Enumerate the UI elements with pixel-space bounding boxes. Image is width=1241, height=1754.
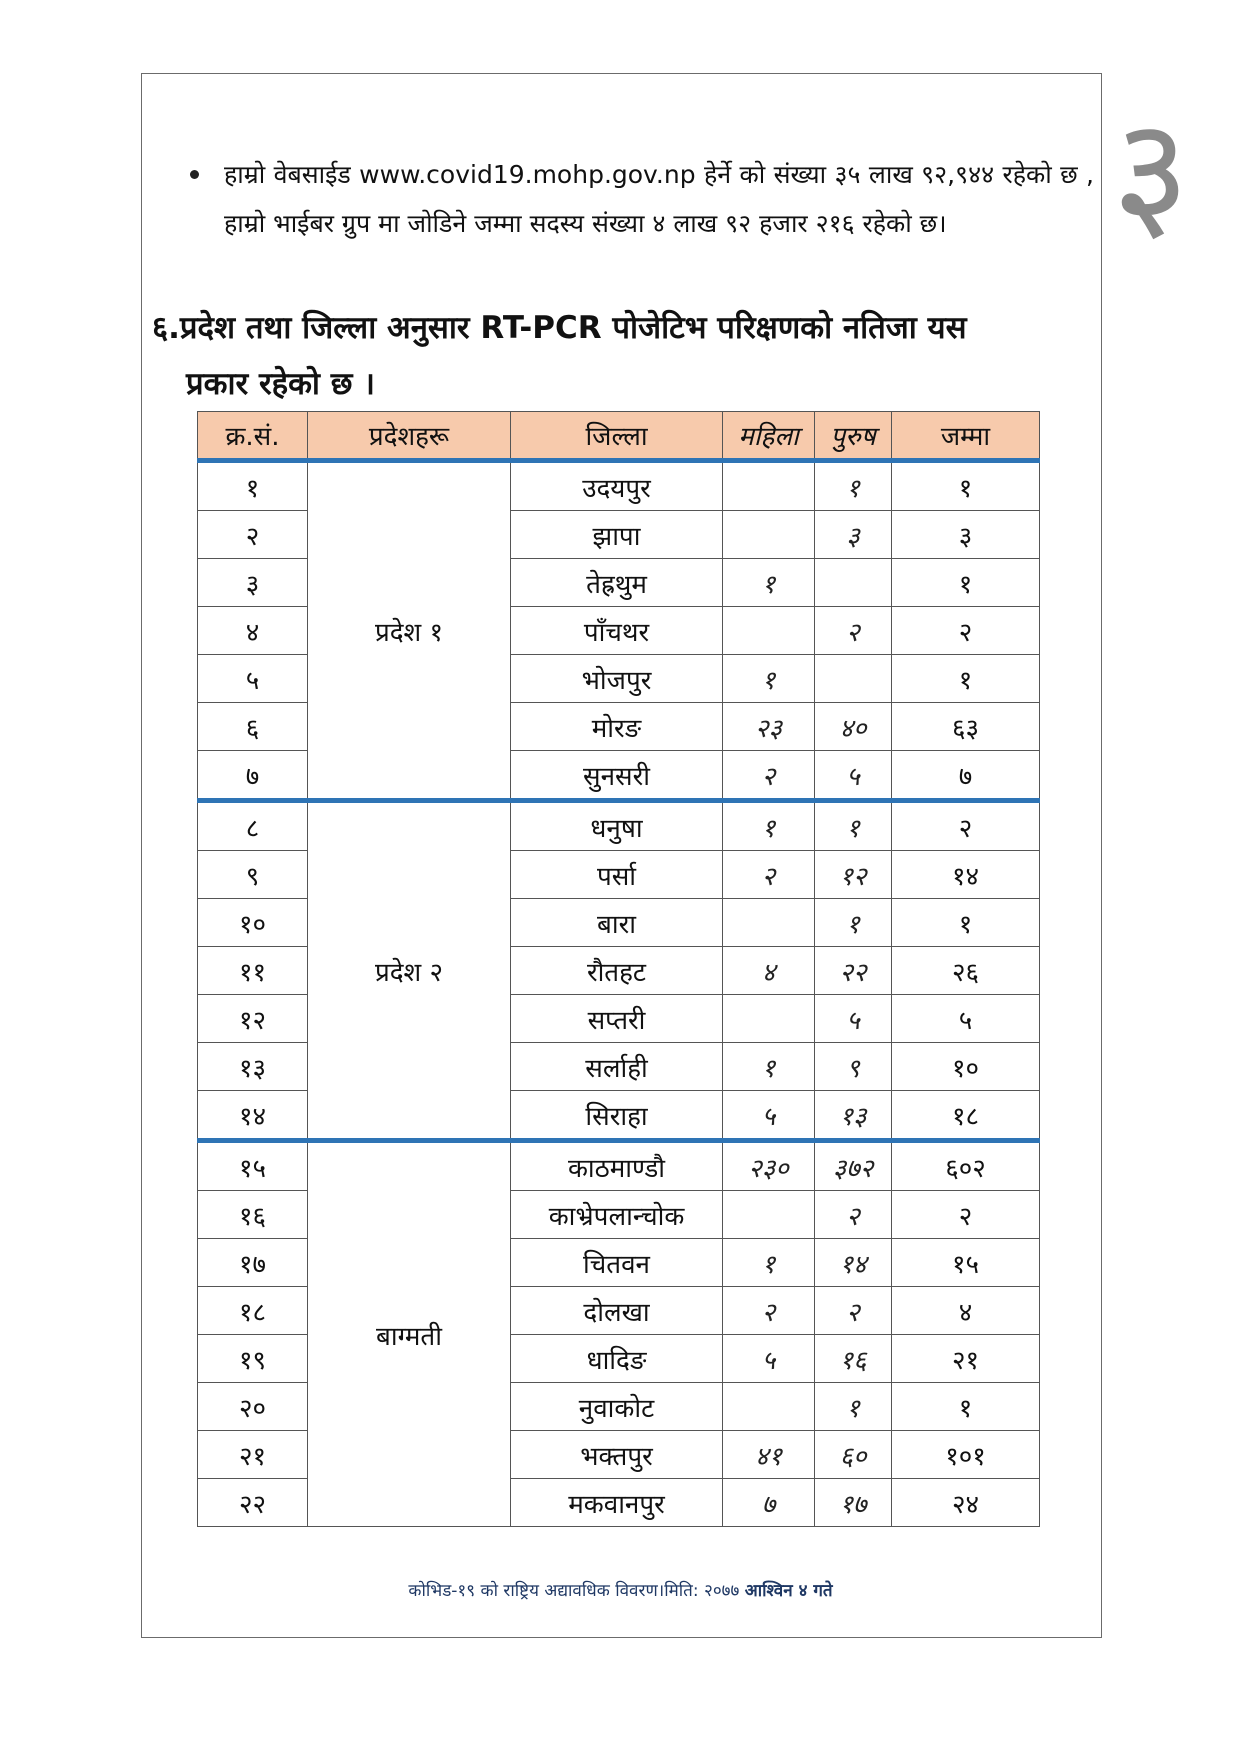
cell-district: नुवाकोट <box>511 1383 723 1431</box>
cell-sn: १४ <box>198 1091 308 1141</box>
cell-total: ६३ <box>892 703 1040 751</box>
cell-total: १० <box>892 1043 1040 1091</box>
cell-female: २३० <box>723 1141 815 1191</box>
cell-female: १ <box>723 559 815 607</box>
header-total: जम्मा <box>892 412 1040 461</box>
table-header-row <box>198 412 1040 461</box>
cell-district: पर्सा <box>511 851 723 899</box>
cell-district: सुनसरी <box>511 751 723 801</box>
cell-sn: ३ <box>198 559 308 607</box>
cell-sn: १८ <box>198 1287 308 1335</box>
cell-total: २४ <box>892 1479 1040 1527</box>
cell-sn: २ <box>198 511 308 559</box>
cell-sn: १ <box>198 461 308 511</box>
cell-total: २ <box>892 607 1040 655</box>
cell-female <box>723 461 815 511</box>
cell-female: २३ <box>723 703 815 751</box>
cell-male: २ <box>815 1287 892 1335</box>
cell-female <box>723 1383 815 1431</box>
header-female: महिला <box>723 412 815 461</box>
cell-female: २ <box>723 1287 815 1335</box>
cell-district: धादिङ <box>511 1335 723 1383</box>
cell-female: १ <box>723 655 815 703</box>
cell-total: ६०२ <box>892 1141 1040 1191</box>
results-table <box>197 411 1040 1527</box>
cell-district: भक्तपुर <box>511 1431 723 1479</box>
table-row <box>198 801 1040 851</box>
cell-district: सप्तरी <box>511 995 723 1043</box>
cell-total: १ <box>892 461 1040 511</box>
cell-total: ५ <box>892 995 1040 1043</box>
cell-district: मकवानपुर <box>511 1479 723 1527</box>
cell-male: ३७२ <box>815 1141 892 1191</box>
cell-total: २ <box>892 801 1040 851</box>
cell-female <box>723 899 815 947</box>
cell-male: ५ <box>815 995 892 1043</box>
cell-total: १ <box>892 899 1040 947</box>
cell-total: १८ <box>892 1091 1040 1141</box>
cell-female: १ <box>723 801 815 851</box>
cell-district: चितवन <box>511 1239 723 1287</box>
cell-sn: २२ <box>198 1479 308 1527</box>
bullet-text: हाम्रो वेबसाईड www.covid19.mohp.gov.np हेर्ने को संख्या ३५ लाख ९२,९४४ रहेको छ , हाम्रो भाईबर ग्रुप मा जोडिने जम्मा सदस्य संख्या ४ लाख ९२ हजार २१६ रहेको छ। <box>224 160 1094 238</box>
header-province: प्रदेशहरू <box>308 412 511 461</box>
cell-total: १५ <box>892 1239 1040 1287</box>
cell-male: १७ <box>815 1479 892 1527</box>
cell-sn: ४ <box>198 607 308 655</box>
table-row <box>198 461 1040 511</box>
bullet-icon <box>190 170 199 179</box>
cell-male: १ <box>815 899 892 947</box>
cell-total: ७ <box>892 751 1040 801</box>
cell-total: १ <box>892 559 1040 607</box>
cell-sn: २० <box>198 1383 308 1431</box>
cell-sn: १६ <box>198 1191 308 1239</box>
heading-line-1: ६.प्रदेश तथा जिल्ला अनुसार RT-PCR पोजेटिभ परिक्षणको नतिजा यस <box>152 310 967 346</box>
cell-total: ३ <box>892 511 1040 559</box>
cell-sn: ११ <box>198 947 308 995</box>
cell-sn: ९ <box>198 851 308 899</box>
cell-female: १ <box>723 1239 815 1287</box>
cell-district: धनुषा <box>511 801 723 851</box>
cell-sn: ८ <box>198 801 308 851</box>
cell-sn: ६ <box>198 703 308 751</box>
cell-female: २ <box>723 851 815 899</box>
cell-district: सिराहा <box>511 1091 723 1141</box>
cell-male: १ <box>815 801 892 851</box>
cell-male: ५ <box>815 751 892 801</box>
cell-province: बाग्मती <box>308 1141 511 1527</box>
cell-district: बारा <box>511 899 723 947</box>
cell-male: ६० <box>815 1431 892 1479</box>
cell-male: १२ <box>815 851 892 899</box>
cell-male: १३ <box>815 1091 892 1141</box>
cell-district: झापा <box>511 511 723 559</box>
header-sn: क्र.सं. <box>198 412 308 461</box>
cell-total: ४ <box>892 1287 1040 1335</box>
cell-province: प्रदेश २ <box>308 801 511 1141</box>
cell-sn: १७ <box>198 1239 308 1287</box>
cell-district: मोरङ <box>511 703 723 751</box>
table-row <box>198 1141 1040 1191</box>
cell-female: १ <box>723 1043 815 1091</box>
heading-line-2: प्रकार रहेको छ । <box>186 366 375 402</box>
cell-male <box>815 655 892 703</box>
page-number: ३ <box>1112 86 1191 260</box>
footer-date: आश्विन ४ गते <box>744 1581 833 1601</box>
footer-text: कोभिड-१९ को राष्ट्रिय अद्यावधिक विवरण।मिति: २०७७ <box>408 1581 740 1601</box>
cell-district: रौतहट <box>511 947 723 995</box>
cell-female: ४ <box>723 947 815 995</box>
cell-female <box>723 607 815 655</box>
cell-male: २२ <box>815 947 892 995</box>
cell-district: उदयपुर <box>511 461 723 511</box>
cell-sn: १९ <box>198 1335 308 1383</box>
cell-district: सर्लाही <box>511 1043 723 1091</box>
cell-sn: १३ <box>198 1043 308 1091</box>
cell-total: २ <box>892 1191 1040 1239</box>
cell-male: ९ <box>815 1043 892 1091</box>
cell-sn: ७ <box>198 751 308 801</box>
cell-sn: ५ <box>198 655 308 703</box>
cell-total: २६ <box>892 947 1040 995</box>
cell-male: १४ <box>815 1239 892 1287</box>
cell-male: १ <box>815 461 892 511</box>
cell-district: पाँचथर <box>511 607 723 655</box>
cell-district: तेह्रथुम <box>511 559 723 607</box>
cell-total: २१ <box>892 1335 1040 1383</box>
cell-total: १ <box>892 1383 1040 1431</box>
cell-male: १६ <box>815 1335 892 1383</box>
cell-female <box>723 511 815 559</box>
header-district: जिल्ला <box>511 412 723 461</box>
cell-female: ७ <box>723 1479 815 1527</box>
cell-female: ५ <box>723 1091 815 1141</box>
cell-sn: २१ <box>198 1431 308 1479</box>
cell-total: १ <box>892 655 1040 703</box>
cell-district: काठमाण्डौ <box>511 1141 723 1191</box>
cell-male <box>815 559 892 607</box>
header-male: पुरुष <box>815 412 892 461</box>
cell-sn: १० <box>198 899 308 947</box>
cell-female: ५ <box>723 1335 815 1383</box>
cell-male: १ <box>815 1383 892 1431</box>
cell-district: दोलखा <box>511 1287 723 1335</box>
cell-female: ४१ <box>723 1431 815 1479</box>
cell-district: काभ्रेपलान्चोक <box>511 1191 723 1239</box>
cell-female <box>723 995 815 1043</box>
section-heading <box>152 300 1092 412</box>
cell-district: भोजपुर <box>511 655 723 703</box>
cell-male: २ <box>815 607 892 655</box>
page-footer <box>0 1578 1241 1601</box>
cell-female: २ <box>723 751 815 801</box>
cell-total: १४ <box>892 851 1040 899</box>
cell-female <box>723 1191 815 1239</box>
cell-total: १०१ <box>892 1431 1040 1479</box>
cell-male: ४० <box>815 703 892 751</box>
cell-sn: १२ <box>198 995 308 1043</box>
cell-province: प्रदेश १ <box>308 461 511 801</box>
cell-male: २ <box>815 1191 892 1239</box>
cell-sn: १५ <box>198 1141 308 1191</box>
cell-male: ३ <box>815 511 892 559</box>
